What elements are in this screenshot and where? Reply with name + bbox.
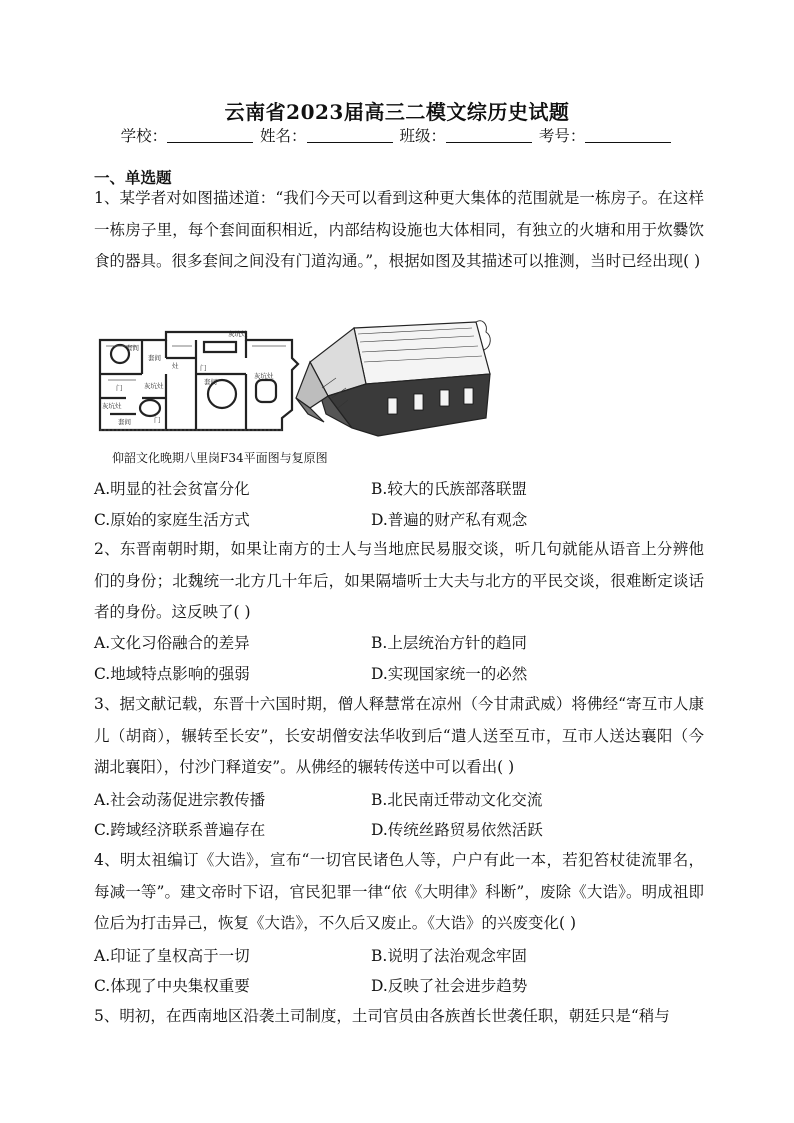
figure-label: 门	[116, 384, 123, 392]
q2-option-c[interactable]: C.地域特点影响的强弱	[94, 665, 250, 683]
question-1-text: 1、某学者对如图描述道：“我们今天可以看到这种更大集体的范围就是一栋房子。在这样一栋房子里，每个套间面积相近，内部结构设施也大体相同，有独立的火塘和用于炊爨饮食的器具。很多套间之间没有门道沟通。”，根据如图及其描述可以推测，当时已经出现( )	[94, 189, 704, 270]
figure-label: 灰坑灶	[254, 372, 274, 380]
figure-caption: 仰韶文化晚期八里岗F34平面图与复原图	[112, 451, 328, 465]
q2-option-a[interactable]: A.文化习俗融合的差异	[94, 634, 250, 652]
figure-label: 套间	[204, 378, 217, 386]
figure-label: 门	[154, 416, 161, 424]
class-label: 班级：	[399, 127, 446, 145]
floor-plan-and-reconstruction-image	[96, 318, 496, 448]
section-title: 一、单选题	[94, 168, 172, 187]
question-5-text: 5、明初，在西南地区沿袭土司制度，土司官员由各族酋长世袭任职，朝廷只是“稍与	[94, 1007, 670, 1025]
figure-label: 灰坑灶	[144, 382, 164, 390]
figure-label: 套间	[148, 354, 161, 362]
class-field[interactable]	[446, 128, 532, 143]
q4-option-d[interactable]: D.反映了社会进步趋势	[371, 977, 528, 995]
figure-label: 灰坑灶	[228, 330, 248, 338]
figure-label: 灰坑灶	[102, 402, 122, 410]
number-field[interactable]	[585, 128, 671, 143]
q3-option-d[interactable]: D.传统丝路贸易依然活跃	[371, 821, 543, 839]
q4-option-a[interactable]: A.印证了皇权高于一切	[94, 947, 250, 965]
figure-label: 门	[200, 364, 207, 372]
house-plan-figure	[96, 318, 496, 468]
question-4-text: 4、明太祖编订《大诰》，宣布“一切官民诸色人等，户户有此一本，若犯笞杖徒流罪名，每减一等”。建文帝时下诏，官民犯罪一律“依《大明律》科断”，废除《大诰》。明成祖即位后为打击异己，恢复《大诰》，不久后又废止。《大诰》的兴废变化( )	[94, 851, 704, 932]
q1-option-a[interactable]: A.明显的社会贫富分化	[94, 480, 250, 498]
figure-label: 套间	[126, 344, 139, 352]
name-label: 姓名：	[260, 127, 307, 145]
q1-option-b[interactable]: B.较大的氏族部落联盟	[371, 480, 527, 498]
q4-option-b[interactable]: B.说明了法治观念牢固	[371, 947, 527, 965]
q2-option-b[interactable]: B.上层统治方针的趋同	[371, 634, 527, 652]
q2-option-d[interactable]: D.实现国家统一的必然	[371, 665, 528, 683]
q3-option-b[interactable]: B.北民南迁带动文化交流	[371, 791, 543, 809]
question-2-text: 2、东晋南朝时期，如果让南方的士人与当地庶民易服交谈，听几句就能从语音上分辨他们的身份；北魏统一北方几十年后，如果隔墙听士大夫与北方的平民交谈，很难断定谈话者的身份。这反映了( )	[94, 540, 704, 621]
page-title: 云南省2023届高三二模文综历史试题	[224, 100, 570, 124]
question-3-text: 3、据文献记载，东晋十六国时期，僧人释慧常在凉州（今甘肃武威）将佛经“寄互市人康儿（胡商），辗转至长安”，长安胡僧安法华收到后“遣人送至互市，互市人送达襄阳（今湖北襄阳），付沙门释道安”。从佛经的辗转传送中可以看出( )	[94, 695, 704, 776]
q1-option-d[interactable]: D.普遍的财产私有观念	[371, 511, 528, 529]
name-field[interactable]	[307, 128, 393, 143]
figure-label: 套间	[118, 418, 131, 426]
student-info-line	[0, 124, 794, 146]
q3-option-c[interactable]: C.跨域经济联系普遍存在	[94, 821, 266, 839]
q3-option-a[interactable]: A.社会动荡促进宗教传播	[94, 791, 266, 809]
school-label: 学校：	[120, 127, 168, 145]
number-label: 考号：	[538, 127, 586, 145]
figure-label: 灶	[172, 362, 179, 370]
q4-option-c[interactable]: C.体现了中央集权重要	[94, 977, 250, 995]
q1-option-c[interactable]: C.原始的家庭生活方式	[94, 511, 250, 529]
school-field[interactable]	[167, 128, 253, 143]
